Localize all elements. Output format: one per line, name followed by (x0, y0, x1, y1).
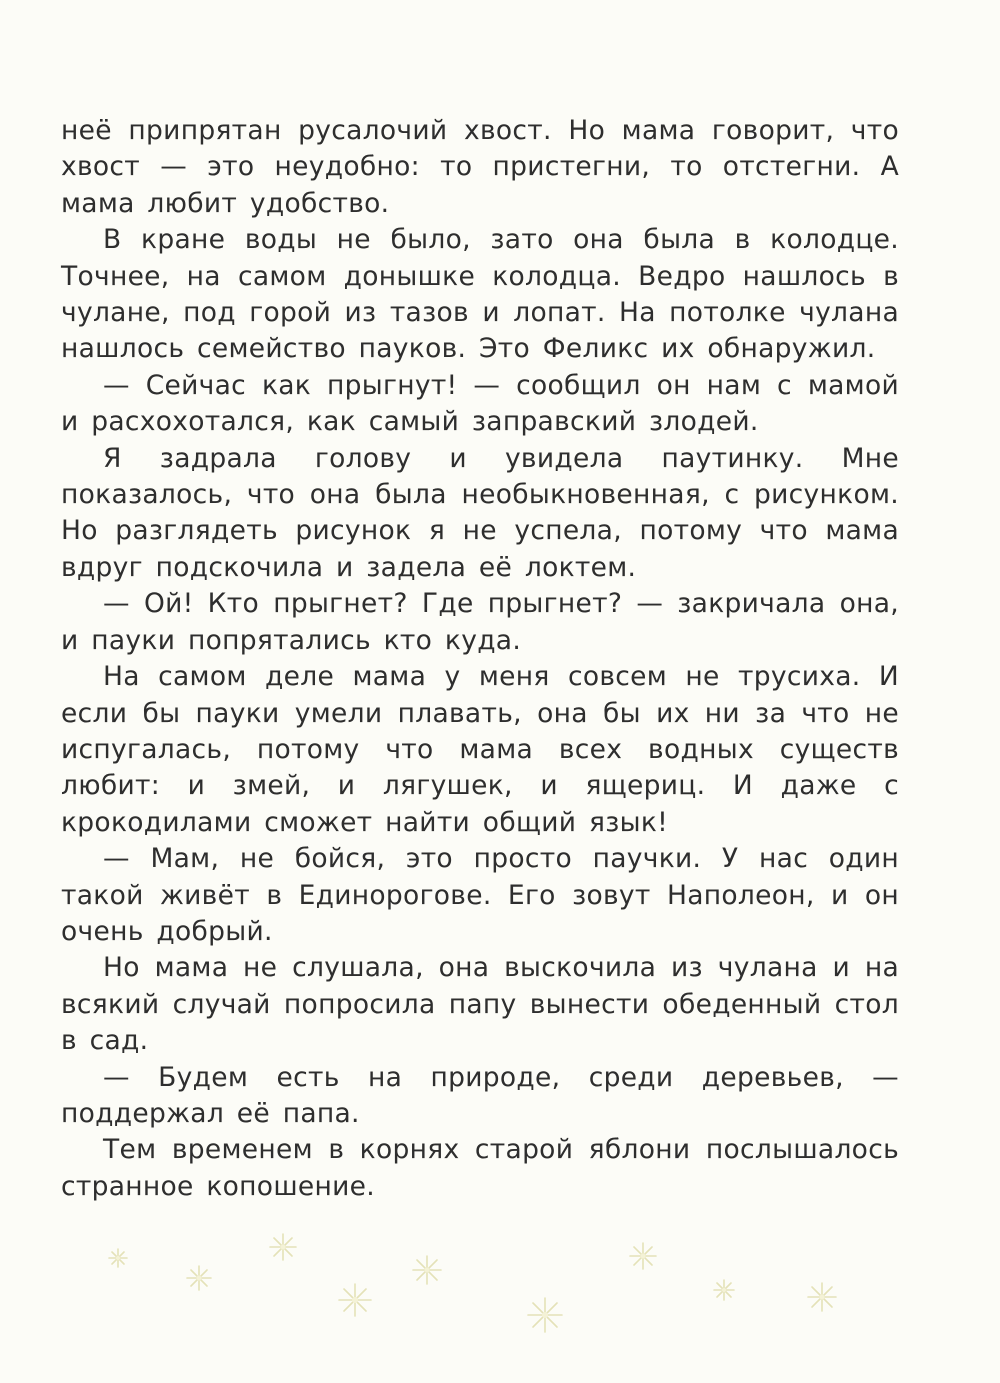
paragraph-5: — Ой! Кто прыгнет? Где прыгнет? — закричала она, и пауки попрятались кто куда. (61, 588, 899, 656)
paragraph-10: Тем временем в корнях старой яблони послышалось странное копошение. (61, 1134, 899, 1202)
sparkle-icon (270, 1234, 296, 1260)
sparkle-icon (413, 1256, 441, 1284)
sparkle-icon (630, 1243, 656, 1269)
sparkle-icon (187, 1266, 211, 1290)
paragraph-8: Но мама не слушала, она выскочила из чулана и на всякий случай попросила папу вынести обеденный стол в сад. (61, 952, 899, 1057)
paragraph-9: — Будем есть на природе, среди деревьев, — поддержал её папа. (61, 1061, 899, 1129)
sparkle-icon (808, 1283, 836, 1311)
paragraph-3: — Сейчас как прыгнут! — сообщил он нам с мамой и расхохотался, как самый заправский злодей. (61, 369, 899, 438)
paragraph-4: Я задрала голову и увидела паутинку. Мне показалось, что она была необыкновенная, с рисунком. Но разглядеть рисунок я не успела, потому что мама вдруг подскочила и задела её локтем. (61, 442, 899, 583)
paragraph-1: неё припрятан русалочий хвост. Но мама говорит, что хвост — это неудобно: то пристегни, то отстегни. А мама любит удобство. (61, 115, 899, 219)
sparkle-icon (714, 1280, 734, 1300)
sparkle-icon (109, 1249, 127, 1267)
paragraph-6: На самом деле мама у меня совсем не трусиха. И если бы пауки умели плавать, она бы их ни за что не испугалась, потому что мама всех водных существ любит: и змей, и лягушек, и ящериц. И даже с крокодилами сможет найти общий язык! (61, 661, 899, 838)
paragraph-7: — Мам, не бойся, это просто паучки. У нас один такой живёт в Единорогове. Его зовут Наполеон, и он очень добрый. (61, 843, 899, 947)
story-text (61, 113, 899, 1205)
sparkle-icon (339, 1284, 371, 1316)
paragraph-2: В кране воды не было, зато она была в колодце. Точнее, на самом донышке колодца. Ведро нашлось в чулане, под горой из тазов и лопат. На потолке чулана нашлось семейство пауков. Это Феликс их обнаружил. (61, 224, 899, 365)
sparkle-icon (528, 1298, 562, 1332)
sparkle-decoration (0, 1200, 1000, 1383)
